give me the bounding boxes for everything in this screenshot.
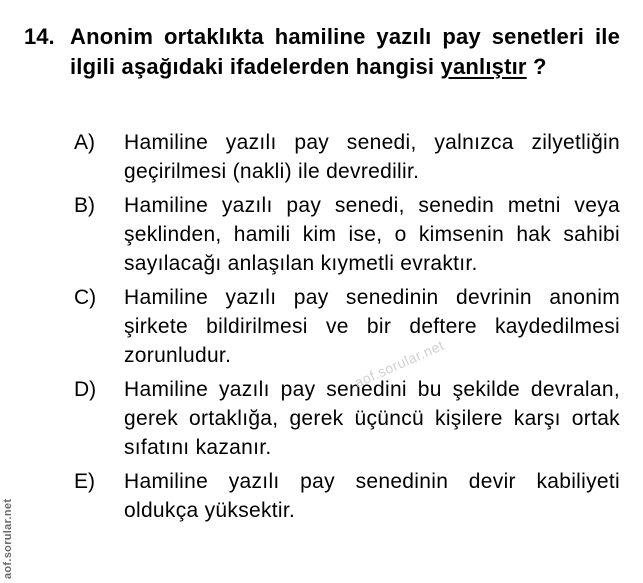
watermark-center: aof.sorular.net <box>352 336 447 391</box>
option-b <box>74 191 620 278</box>
question-text <box>70 22 620 82</box>
question-text-main: Anonim ortaklıkta hamiline yazılı pay senetleri ile ilgili aşağıdaki ifadelerden hangisi <box>70 24 620 79</box>
option-text: Hamiline yazılı pay senedi, yalnızca zilyetliğin geçirilmesi (nakli) ile devredilir. <box>124 131 620 183</box>
option-c <box>74 283 620 370</box>
option-letter: E) <box>74 470 95 493</box>
watermark-side: aof.sorular.net <box>2 498 14 579</box>
option-text: Hamiline yazılı pay senedi, senedin metni veya şeklinden, hamili kim ise, o kimsenin hak sahibi sayılacağı anlaşılan kıymetli evraktır. <box>124 194 620 275</box>
option-text: Hamiline yazılı pay senedinin devrinin anonim şirkete bildirilmesi ve bir deftere kaydedilmesi zorunludur. <box>124 286 620 367</box>
answer-options <box>74 128 620 530</box>
option-letter: C) <box>74 286 97 309</box>
question-text-end: ? <box>526 54 547 79</box>
option-a <box>74 128 620 186</box>
option-letter: B) <box>74 194 95 217</box>
option-text: Hamiline yazılı pay senedini bu şekilde devralan, gerek ortaklığa, gerek üçüncü kişilere karşı ortak sıfatını kazanır. <box>124 378 620 459</box>
option-d <box>74 375 620 462</box>
option-letter: A) <box>74 131 95 154</box>
option-e <box>74 467 620 525</box>
option-letter: D) <box>74 378 97 401</box>
question-keyword: yanlıştır <box>440 54 527 79</box>
question-number: 14. <box>24 24 55 49</box>
option-text: Hamiline yazılı pay senedinin devir kabiliyeti oldukça yüksektir. <box>124 470 620 522</box>
